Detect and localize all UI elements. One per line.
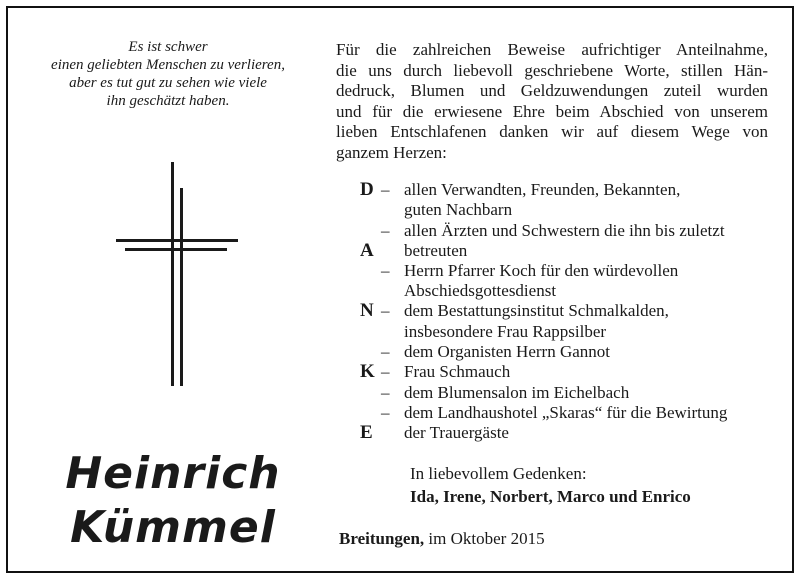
- danke-line: der Trauergäste: [404, 423, 509, 442]
- quote-line: aber es tut gut zu sehen wie viele: [69, 75, 267, 91]
- thanks-intro: [336, 40, 768, 163]
- quote-line: einen geliebten Menschen zu verlieren,: [51, 57, 285, 73]
- danke-letter-a: A: [360, 240, 374, 261]
- danke-line: dem Organisten Herrn Gannot: [404, 342, 610, 361]
- danke-letter-k: K: [360, 361, 375, 382]
- danke-line: dem Landhaushotel „Skaras“ für die Bewirtung: [404, 403, 728, 422]
- place-name: Breitungen,: [339, 529, 425, 548]
- danke-letter-n: N: [360, 300, 374, 321]
- dash: –: [381, 342, 390, 361]
- dash: –: [381, 362, 390, 381]
- danke-line: dem Blumensalon im Eichelbach: [404, 383, 630, 402]
- danke-line: Herrn Pfarrer Koch für den würdevollen: [404, 261, 679, 280]
- intro-line: dedruck, Blumen und Geldzuwendungen zuteil wurden: [336, 81, 768, 100]
- place-date: [339, 529, 545, 549]
- obituary-card: [6, 6, 794, 573]
- dash: –: [381, 403, 390, 422]
- danke-line: guten Nachbarn: [404, 200, 513, 219]
- memory-line: In liebevollem Gedenken:: [410, 464, 587, 483]
- dash: –: [381, 221, 390, 240]
- memorial-quote: [38, 38, 298, 110]
- quote-line: Es ist schwer: [128, 39, 208, 55]
- danke-line: Abschiedsgottesdienst: [404, 281, 557, 300]
- intro-line: Für die zahlreichen Beweise aufrichtiger Anteilnahme,: [336, 40, 768, 59]
- danke-letter-d: D: [360, 179, 374, 200]
- dash: –: [381, 180, 390, 199]
- cross-icon: [108, 160, 248, 390]
- date-text: im Oktober 2015: [428, 529, 545, 548]
- danke-line: allen Ärzten und Schwestern die ihn bis zuletzt: [404, 221, 725, 240]
- danke-line: betreuten: [404, 241, 468, 260]
- danke-letter-e: E: [360, 422, 373, 443]
- danke-line: allen Verwandten, Freunden, Bekannten,: [404, 180, 681, 199]
- dash: –: [381, 383, 390, 402]
- danke-line: dem Bestattungsinstitut Schmalkalden,: [404, 301, 669, 320]
- quote-line: ihn geschätzt haben.: [106, 93, 230, 109]
- intro-line: die uns durch liebevoll geschriebene Worte, stillen Hän-: [336, 60, 768, 80]
- danke-line: insbesondere Frau Rappsilber: [404, 322, 607, 341]
- deceased-first-name: Heinrich: [65, 448, 281, 499]
- dash: –: [381, 261, 390, 280]
- danke-line: Frau Schmauch: [404, 362, 511, 381]
- family-names: Ida, Irene, Norbert, Marco und Enrico: [410, 487, 691, 506]
- dash: –: [381, 301, 390, 320]
- intro-line: und für die erwiesene Ehre beim Abschied von unserem: [336, 101, 768, 121]
- intro-line: ganzem Herzen:: [336, 142, 447, 162]
- intro-line: lieben Entschlafenen danken wir auf diesem Wege von: [336, 122, 768, 141]
- deceased-last-name: Kümmel: [70, 502, 276, 553]
